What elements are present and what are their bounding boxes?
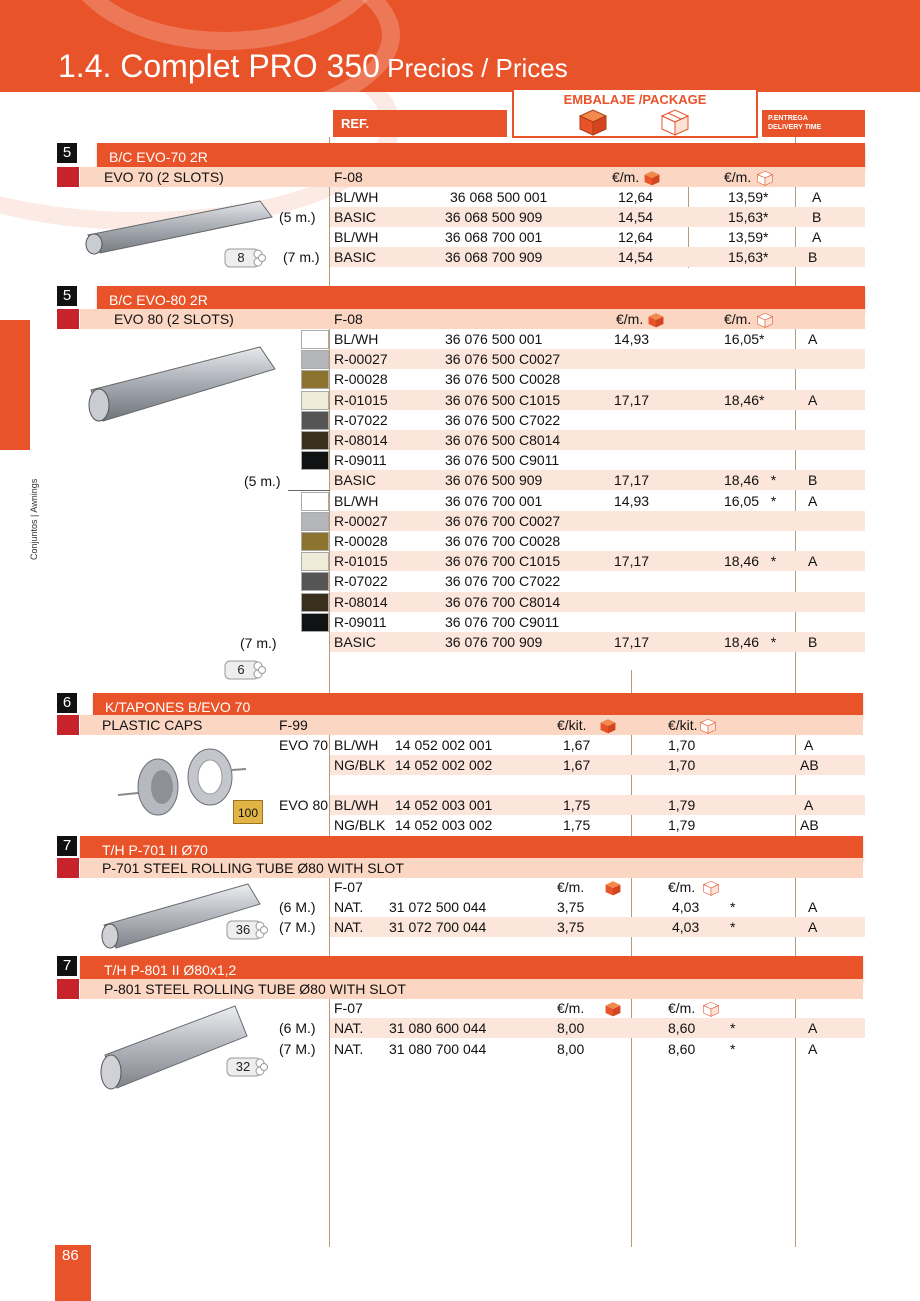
bundle-count: 32 <box>235 1059 251 1074</box>
box-closed-icon <box>578 108 608 136</box>
row-ref: 36 076 500 C0027 <box>445 351 561 368</box>
price-unit: €/kit. <box>668 717 698 733</box>
length-label: (7 m.) <box>240 635 277 651</box>
row-desc: R-08014 <box>334 593 388 610</box>
row-ref: 36 076 700 909 <box>445 634 543 650</box>
row-delivery: A <box>812 229 822 245</box>
row-delivery: AB <box>800 817 819 833</box>
length-label: (5 m.) <box>244 473 281 489</box>
row-ref: 14 052 002 001 <box>395 737 493 753</box>
color-swatch <box>301 613 329 632</box>
row-delivery: A <box>808 1020 818 1036</box>
section-number: 5 <box>57 286 77 306</box>
row-ref: 36 076 700 C0028 <box>445 533 561 549</box>
row-delivery: A <box>808 331 818 347</box>
box-closed-icon <box>604 1001 622 1017</box>
color-swatch <box>301 492 329 511</box>
sidebar-label: Conjuntos | Awnings <box>29 478 39 560</box>
ref-header: REF. <box>333 110 507 137</box>
row-desc: R-07022 <box>334 411 388 428</box>
row-ref: 36 076 500 C7022 <box>445 411 561 428</box>
price-code: F-08 <box>334 311 363 327</box>
title-main: 1.4. Complet PRO 350 <box>58 48 380 84</box>
row-price-package: 1,67 <box>563 737 591 753</box>
row-note-star: * <box>730 1041 736 1057</box>
bundle-quantity <box>226 1056 268 1078</box>
delivery-header <box>762 110 865 137</box>
length-label: (7 m.) <box>283 249 320 265</box>
row-delivery: A <box>804 797 814 813</box>
row-delivery: AB <box>800 757 819 773</box>
row-desc: BASIC <box>334 249 377 265</box>
row-stripe <box>330 390 865 410</box>
price-unit: €/m. <box>612 169 640 185</box>
section-title: T/H P-801 II Ø80x1,2 <box>80 956 863 981</box>
price-unit: €/m. <box>724 311 752 327</box>
price-code: F-07 <box>334 879 363 895</box>
row-price-unit: 1,79 <box>668 797 696 813</box>
row-desc: R-00028 <box>334 371 388 388</box>
price-code: F-08 <box>334 169 363 185</box>
row-note-star: * <box>730 1020 736 1036</box>
section-subtitle: P-801 STEEL ROLLING TUBE Ø80 WITH SLOT <box>80 979 863 999</box>
color-swatch <box>301 330 329 349</box>
row-price-package: 1,75 <box>563 797 591 813</box>
row-stripe <box>330 632 865 652</box>
box-closed-icon <box>647 312 665 328</box>
row-price-unit: 1,79 <box>668 817 696 833</box>
row-price-unit: 18,46* <box>724 391 765 408</box>
row-ref: 36 068 700 909 <box>445 249 543 265</box>
row-ref: 36 068 500 909 <box>445 209 543 225</box>
row-price-package: 17,17 <box>614 472 650 489</box>
section-marker <box>57 167 79 187</box>
row-ref: 36 076 500 C1015 <box>445 391 561 408</box>
color-swatch <box>301 350 329 369</box>
section-marker <box>57 979 79 999</box>
profile-evo80-image <box>85 335 285 430</box>
row-price-unit: 16,05 * <box>724 492 777 509</box>
bundle-count: 6 <box>237 662 245 677</box>
row-ref: 36 076 700 C9011 <box>445 613 560 630</box>
row-price-package: 14,54 <box>618 209 654 225</box>
row-ref: 36 076 700 C8014 <box>445 593 561 610</box>
row-ref: 36 076 500 001 <box>445 331 543 347</box>
section-marker <box>57 309 79 329</box>
section-subtitle: EVO 80 (2 SLOTS) <box>80 309 865 329</box>
row-desc: R-09011 <box>334 613 387 630</box>
price-unit: €/kit. <box>557 717 587 733</box>
row-price-unit: 8,60 <box>668 1020 696 1036</box>
row-ref: 36 076 500 C9011 <box>445 452 560 469</box>
row-desc: NAT. <box>334 1020 364 1036</box>
model-label: EVO 80 <box>279 797 329 813</box>
row-desc: BASIC <box>334 209 377 225</box>
row-desc: BL/WH <box>334 229 379 245</box>
price-code: F-07 <box>334 1000 363 1016</box>
row-price-package: 17,17 <box>614 634 650 650</box>
price-unit-package <box>616 309 665 329</box>
row-price-package: 1,67 <box>563 757 591 773</box>
section-title: B/C EVO-80 2R <box>97 286 865 311</box>
row-price-unit: 4,03 <box>672 899 700 915</box>
page-number: 86 <box>55 1245 91 1301</box>
box-open-icon <box>755 312 775 328</box>
section-number: 6 <box>57 693 77 713</box>
model-label: EVO 70 <box>279 737 329 753</box>
row-price-unit: 16,05* <box>724 331 765 347</box>
length-label: (5 m.) <box>279 209 316 225</box>
row-price-unit: 18,46 * <box>724 472 777 489</box>
row-ref: 36 076 500 C0028 <box>445 371 561 388</box>
row-desc: R-07022 <box>334 573 388 590</box>
bundle-count: 8 <box>237 250 245 265</box>
row-desc: R-01015 <box>334 391 388 408</box>
section-number: 7 <box>57 836 77 856</box>
row-price-unit: 4,03 <box>672 919 700 935</box>
row-delivery: B <box>812 209 822 225</box>
bundle-quantity <box>224 659 266 681</box>
row-ref: 36 076 700 C7022 <box>445 573 561 590</box>
row-price-unit: 1,70 <box>668 737 696 753</box>
package-header <box>512 88 758 138</box>
box-open-icon <box>755 170 775 186</box>
package-title: EMBALAJE /PACKAGE <box>563 92 707 107</box>
row-price-package: 8,00 <box>557 1020 585 1036</box>
length-label: (7 M.) <box>279 919 316 935</box>
section-subtitle: EVO 70 (2 SLOTS) <box>80 167 865 187</box>
package-quantity: 100 <box>233 800 263 824</box>
row-ref: 31 080 600 044 <box>389 1020 487 1036</box>
color-swatch <box>301 532 329 551</box>
row-ref: 36 068 700 001 <box>445 229 543 245</box>
box-open-icon <box>660 108 690 136</box>
row-price-unit: 15,63* <box>728 209 769 225</box>
row-price-package: 1,75 <box>563 817 591 833</box>
section-number: 5 <box>57 143 77 163</box>
row-desc: R-01015 <box>334 553 388 570</box>
section-title: B/C EVO-70 2R <box>97 143 865 168</box>
row-desc: BL/WH <box>334 331 379 347</box>
section-marker <box>57 858 79 878</box>
row-ref: 36 076 700 C0027 <box>445 512 561 529</box>
color-swatch <box>301 411 329 430</box>
row-delivery: A <box>804 737 814 753</box>
section-number: 7 <box>57 956 77 976</box>
row-stripe <box>330 592 865 612</box>
title-sub: Precios / Prices <box>379 53 568 83</box>
row-stripe <box>330 207 865 227</box>
row-delivery: A <box>808 899 818 915</box>
box-closed-icon <box>643 170 661 186</box>
length-label: (6 M.) <box>279 899 316 915</box>
row-price-package: 17,17 <box>614 391 650 408</box>
box-closed-icon <box>599 718 617 734</box>
row-price-unit: 13,59* <box>728 189 769 205</box>
row-price-package: 14,93 <box>614 492 650 509</box>
row-desc: R-08014 <box>334 432 388 448</box>
row-desc: R-09011 <box>334 452 387 469</box>
bundle-quantity <box>226 919 268 941</box>
row-price-package: 14,93 <box>614 331 650 347</box>
row-desc: R-00027 <box>334 351 388 368</box>
row-price-package: 14,54 <box>618 249 654 265</box>
row-desc: R-00028 <box>334 533 388 549</box>
bundle-count: 36 <box>235 922 251 937</box>
row-note-star: * <box>730 899 736 915</box>
row-desc: NAT. <box>334 919 364 935</box>
row-ref: 14 052 003 002 <box>395 817 493 833</box>
row-ref: 31 072 700 044 <box>389 919 487 935</box>
steel-tube-p801-image <box>95 1000 255 1095</box>
row-price-package: 8,00 <box>557 1041 585 1057</box>
price-code: F-99 <box>279 717 308 733</box>
row-price-package: 3,75 <box>557 919 585 935</box>
row-ref: 31 080 700 044 <box>389 1041 487 1057</box>
delivery-label: DELIVERY TIME <box>768 124 822 131</box>
row-delivery: A <box>808 492 818 509</box>
price-unit-unit <box>668 715 718 735</box>
row-desc: NG/BLK <box>334 757 386 773</box>
row-stripe <box>330 247 865 267</box>
row-desc: NG/BLK <box>334 817 386 833</box>
color-swatch <box>301 451 329 470</box>
row-desc: BASIC <box>334 634 377 650</box>
row-desc: BL/WH <box>334 797 379 813</box>
row-price-package: 17,17 <box>614 553 650 570</box>
price-unit-package <box>557 877 622 897</box>
price-unit-package <box>557 998 622 1018</box>
row-delivery: A <box>808 1041 818 1057</box>
row-price-unit: 18,46 * <box>724 634 777 650</box>
color-swatch <box>301 391 329 410</box>
box-open-icon <box>698 718 718 734</box>
row-ref: 14 052 003 001 <box>395 797 493 813</box>
price-unit: €/m. <box>557 1000 585 1016</box>
color-swatch <box>301 370 329 389</box>
row-stripe <box>330 349 865 369</box>
price-unit: €/m. <box>616 311 644 327</box>
row-price-package: 12,64 <box>618 229 654 245</box>
price-unit: €/m. <box>668 879 696 895</box>
length-leader-line <box>288 490 330 491</box>
sidebar-tab <box>0 320 30 450</box>
row-desc: R-00027 <box>334 512 388 529</box>
row-price-unit: 8,60 <box>668 1041 696 1057</box>
section-subtitle: P-701 STEEL ROLLING TUBE Ø80 WITH SLOT <box>80 858 863 878</box>
section-title: K/TAPONES B/EVO 70 <box>93 693 863 718</box>
bundle-quantity <box>224 247 266 269</box>
row-delivery: B <box>808 249 818 265</box>
row-desc: BASIC <box>334 472 377 489</box>
color-swatch <box>301 572 329 591</box>
row-ref: 36 076 700 001 <box>445 492 543 509</box>
price-unit: €/m. <box>557 879 585 895</box>
row-stripe <box>330 470 865 490</box>
row-ref: 14 052 002 002 <box>395 757 493 773</box>
color-swatch <box>301 431 329 450</box>
row-price-unit: 13,59* <box>728 229 769 245</box>
page-title <box>58 48 568 85</box>
row-delivery: A <box>808 919 818 935</box>
row-price-package: 3,75 <box>557 899 585 915</box>
length-label: (6 M.) <box>279 1020 316 1036</box>
price-unit-package <box>612 167 661 187</box>
row-ref: 36 076 700 C1015 <box>445 553 561 570</box>
plastic-caps-image <box>118 745 248 820</box>
price-unit: €/m. <box>724 169 752 185</box>
row-ref: 36 076 500 C8014 <box>445 432 561 448</box>
row-price-unit: 1,70 <box>668 757 696 773</box>
box-closed-icon <box>604 880 622 896</box>
row-price-unit: 18,46 * <box>724 553 777 570</box>
box-open-icon <box>701 880 721 896</box>
row-note-star: * <box>730 919 736 935</box>
row-ref: 36 068 500 001 <box>450 189 548 205</box>
section-marker <box>57 715 79 735</box>
row-delivery: A <box>808 391 818 408</box>
row-ref: 36 076 500 909 <box>445 472 543 489</box>
price-unit: €/m. <box>668 1000 696 1016</box>
price-unit-unit <box>724 167 775 187</box>
row-delivery: A <box>812 189 822 205</box>
row-delivery: B <box>808 472 818 489</box>
row-desc: BL/WH <box>334 189 379 205</box>
row-desc: BL/WH <box>334 492 379 509</box>
row-price-package: 12,64 <box>618 189 654 205</box>
row-desc: NAT. <box>334 1041 364 1057</box>
color-swatch <box>301 593 329 612</box>
price-unit-unit <box>668 998 721 1018</box>
row-stripe <box>330 551 865 571</box>
length-label: (7 M.) <box>279 1041 316 1057</box>
row-desc: BL/WH <box>334 737 379 753</box>
price-unit-unit <box>668 877 721 897</box>
color-swatch <box>301 552 329 571</box>
row-stripe <box>330 430 865 450</box>
color-swatch <box>301 512 329 531</box>
box-open-icon <box>701 1001 721 1017</box>
row-desc: NAT. <box>334 899 364 915</box>
row-price-unit: 15,63* <box>728 249 769 265</box>
price-unit-unit <box>724 309 775 329</box>
row-stripe <box>330 511 865 531</box>
row-ref: 31 072 500 044 <box>389 899 487 915</box>
section-title: T/H P-701 II Ø70 <box>80 836 863 861</box>
row-delivery: A <box>808 553 818 570</box>
delivery-label: P.ENTREGA <box>768 115 808 122</box>
row-delivery: B <box>808 634 818 650</box>
price-unit-package <box>557 715 617 735</box>
section-subtitle: PLASTIC CAPS <box>80 715 863 735</box>
